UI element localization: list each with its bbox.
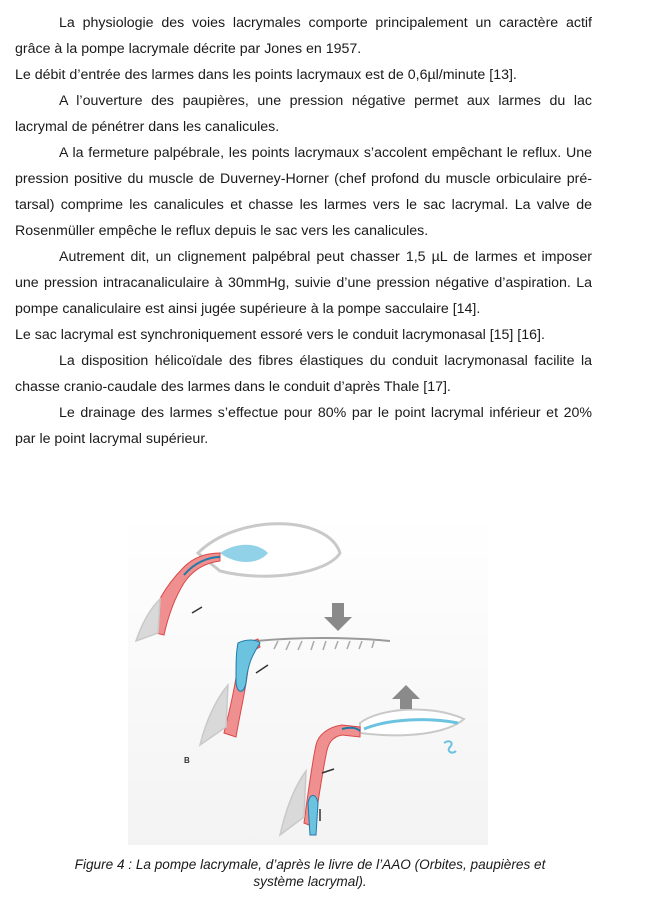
paragraph-1: La physiologie des voies lacrymales comporte principalement un caractère actif grâce à la pompe lacrymale décrite par Jones en 1957.	[15, 15, 592, 57]
body-text	[15, 10, 592, 452]
paragraph-4: A la fermeture palpébrale, les points lacrymaux s’accolent empêchant le reflux. Une pression positive du muscle de Duverney-Horner (chef profond du muscle orbiculaire pré-tarsal) comprime les canalicules et chasse les larmes vers le sac lacrymal. La valve de Rosenmüller empêche le reflux depuis le sac vers les canalicules.	[15, 145, 592, 239]
caption-line-1: Figure 4 : La pompe lacrymale, d’après le livre de l’AAO (Orbites, paupières et	[74, 857, 546, 872]
paragraph-8: Le drainage des larmes s’effectue pour 80% par le point lacrymal inférieur et 20% par le point lacrymal supérieur.	[15, 405, 592, 447]
caption-line-2: système lacrymal).	[253, 874, 367, 889]
paragraph-5: Autrement dit, un clignement palpébral peut chasser 1,5 µL de larmes et imposer une pression intracanaliculaire à 30mmHg, suivie d’une pression négative d’aspiration. La pompe canaliculaire est ainsi jugée supérieure à la pompe sacculaire [14].	[15, 249, 592, 317]
tears-in-duct	[308, 796, 318, 836]
lacrimal-pump-illustration	[128, 513, 488, 845]
panel-label: B	[184, 756, 190, 765]
paragraph-3: A l’ouverture des paupières, une pression négative permet aux larmes du lac lacrymal de pénétrer dans les canalicules.	[15, 93, 592, 135]
lacrimal-pump-figure	[128, 513, 488, 845]
paragraph-6: Le sac lacrymal est synchroniquement essoré vers le conduit lacrymonasal [15] [16].	[15, 327, 545, 343]
paragraph-7: La disposition hélicoïdale des fibres élastiques du conduit lacrymonasal facilite la chasse cranio-caudale des larmes dans le conduit d’après Thale [17].	[15, 353, 592, 395]
paragraph-2: Le débit d’entrée des larmes dans les points lacrymaux est de 0,6µl/minute [13].	[15, 67, 517, 83]
figure-caption	[20, 856, 600, 890]
